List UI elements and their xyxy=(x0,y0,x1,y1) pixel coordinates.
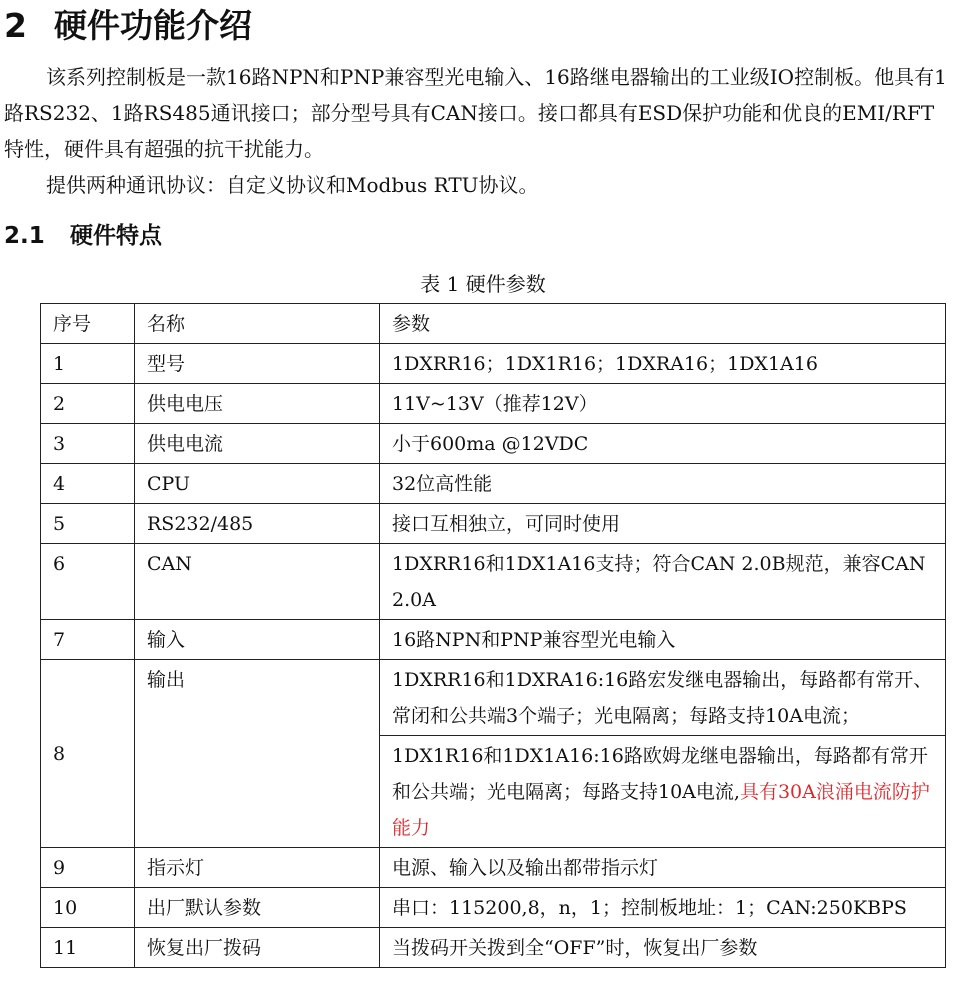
row-name: CAN xyxy=(135,544,380,620)
row-parameter: 小于600ma @12VDC xyxy=(380,424,946,464)
row-name: 输出 xyxy=(135,660,380,848)
row-parameter: 16路NPN和PNP兼容型光电输入 xyxy=(380,620,946,660)
intro-paragraph-1: 该系列控制板是一款16路NPN和PNP兼容型光电输入、16路继电器输出的工业级IO控制板。他具有1路RS232、1路RS485通讯接口；部分型号具有CAN接口。接口都具有ESD保护功能和优良的EMI/RFT特性，硬件具有超强的抗干扰能力。 xyxy=(4,65,947,161)
row-name: 输入 xyxy=(135,620,380,660)
table-row xyxy=(41,928,946,968)
section-number: 2.1 xyxy=(4,223,45,249)
row-parameter: 电源、输入以及输出都带指示灯 xyxy=(380,848,946,888)
row-name: CPU xyxy=(135,464,380,504)
table-row xyxy=(41,660,946,736)
intro-paragraph-2: 提供两种通讯协议：自定义协议和Modbus RTU协议。 xyxy=(46,173,539,197)
header-cell-number: 序号 xyxy=(41,304,135,344)
row-number: 9 xyxy=(41,848,135,888)
row-number: 11 xyxy=(41,928,135,968)
row-number: 6 xyxy=(41,544,135,620)
section-title: 硬件特点 xyxy=(70,223,162,249)
row-name: 型号 xyxy=(135,344,380,384)
row-parameter: 当拨码开关拨到全“OFF”时，恢复出厂参数 xyxy=(380,928,946,968)
table-row xyxy=(41,344,946,384)
table-row xyxy=(41,384,946,424)
row-parameter-omron xyxy=(380,736,946,848)
row-parameter: 1DXRR16；1DX1R16；1DXRA16；1DX1A16 xyxy=(380,344,946,384)
header-cell-parameter: 参数 xyxy=(380,304,946,344)
omron-description: 1DX1R16和1DX1A16:16路欧姆龙继电器输出，每路都有常开和公共端；光电隔离；每路支持10A电流, xyxy=(392,745,928,803)
row-parameter: 串口：115200,8，n，1；控制板地址：1；CAN:250KBPS xyxy=(380,888,946,928)
row-parameter-hongfa: 1DXRR16和1DXRA16:16路宏发继电器输出，每路都有常开、常闭和公共端3个端子；光电隔离；每路支持10A电流； xyxy=(380,660,946,736)
row-parameter: 32位高性能 xyxy=(380,464,946,504)
row-number: 2 xyxy=(41,384,135,424)
row-name: 指示灯 xyxy=(135,848,380,888)
row-parameter: 11V~13V（推荐12V） xyxy=(380,384,946,424)
chapter-title: 硬件功能介绍 xyxy=(54,6,252,45)
row-number: 4 xyxy=(41,464,135,504)
row-name: RS232/485 xyxy=(135,504,380,544)
header-cell-name: 名称 xyxy=(135,304,380,344)
row-parameter: 1DXRR16和1DX1A16支持；符合CAN 2.0B规范，兼容CAN 2.0A xyxy=(380,544,946,620)
table-row xyxy=(41,848,946,888)
table-caption: 表 1 硬件参数 xyxy=(420,272,546,296)
table-row xyxy=(41,888,946,928)
surge-protection-highlight: 具有30A浪涌电流防护能力 xyxy=(392,781,930,839)
table-row xyxy=(41,504,946,544)
table-row xyxy=(41,620,946,660)
row-number: 1 xyxy=(41,344,135,384)
row-parameter: 接口互相独立，可同时使用 xyxy=(380,504,946,544)
table-row xyxy=(41,544,946,620)
hardware-parameters-table xyxy=(40,303,946,968)
chapter-number: 2 xyxy=(4,6,27,45)
row-number: 10 xyxy=(41,888,135,928)
row-name: 恢复出厂拨码 xyxy=(135,928,380,968)
row-number: 7 xyxy=(41,620,135,660)
section-heading xyxy=(4,217,162,255)
table-row xyxy=(41,464,946,504)
table-header-row xyxy=(41,304,946,344)
row-name: 出厂默认参数 xyxy=(135,888,380,928)
row-number: 3 xyxy=(41,424,135,464)
chapter-heading xyxy=(4,0,252,52)
row-name: 供电电流 xyxy=(135,424,380,464)
row-name: 供电电压 xyxy=(135,384,380,424)
row-number: 8 xyxy=(41,660,135,848)
row-number: 5 xyxy=(41,504,135,544)
table-row xyxy=(41,424,946,464)
